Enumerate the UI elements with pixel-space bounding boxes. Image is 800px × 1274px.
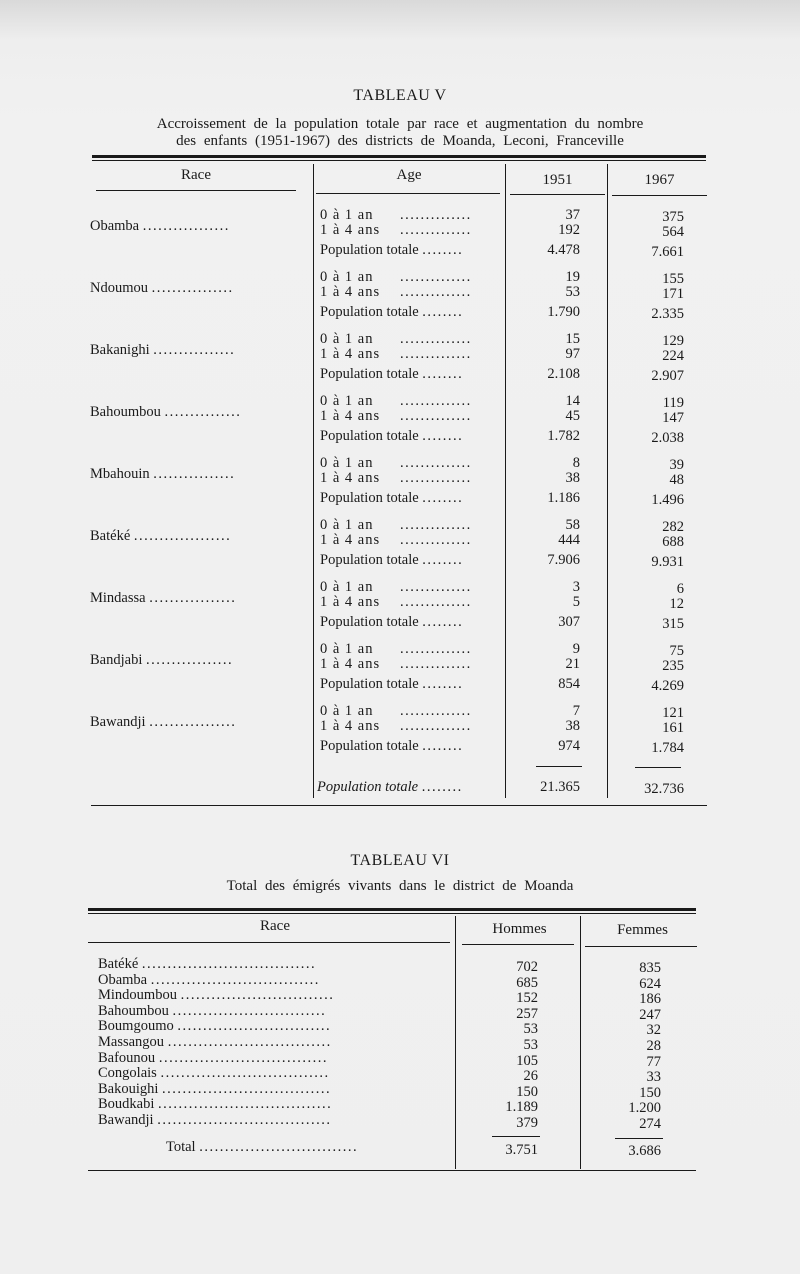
value-1951: 21 (565, 656, 580, 672)
value-hommes: 257 (516, 1005, 538, 1022)
value-1967: 161 (662, 720, 684, 736)
value-femmes: 150 (639, 1084, 661, 1101)
value-hommes: 53 (523, 1037, 538, 1053)
value-1967: 2.335 (651, 306, 684, 322)
value-1967: 1.496 (651, 492, 684, 508)
value-1951: 14 (565, 393, 580, 409)
value-1967: 375 (662, 209, 684, 225)
total-row: Population totale ........ (320, 366, 464, 382)
race-group: Ndoumou ................ (90, 280, 234, 296)
emigre-row: Obamba ................................. (98, 971, 320, 988)
tableau-v-caption-line2: des enfants (1951-1967) des districts de Moanda, Leconi, Franceville (176, 133, 624, 149)
value-1951: 5 (572, 594, 580, 610)
grand-total-1967: 32.736 (644, 781, 684, 797)
tableau-v-title: TABLEAU V (353, 87, 447, 104)
value-femmes: 274 (639, 1116, 661, 1132)
race-group: Bakanighi ................ (90, 342, 236, 358)
value-1967: 224 (662, 348, 684, 364)
tableau-v-header-underline (612, 195, 707, 196)
tableau-v-top-rule (92, 155, 706, 158)
tableau-vi-header-race: Race (260, 918, 290, 934)
tableau-v-top-rule-thin (92, 160, 706, 161)
total-row: Population totale ........ (320, 552, 464, 568)
value-1967: 39 (669, 457, 684, 473)
age-row: 1 à 4 ans .............. (320, 718, 472, 734)
age-row: 1 à 4 ans .............. (320, 284, 472, 300)
emigre-row: Bakouighi ................................. (98, 1080, 332, 1097)
total-row: Population totale ........ (320, 614, 464, 630)
race-group: Bawandji ................. (90, 714, 237, 730)
tableau-vi-top-rule (88, 908, 696, 911)
race-group: Obamba ................. (90, 218, 230, 234)
value-hommes: 105 (516, 1052, 538, 1069)
sum-rule-femmes (615, 1138, 663, 1139)
value-hommes: 26 (523, 1068, 538, 1085)
value-femmes: 835 (639, 960, 661, 976)
value-femmes: 32 (646, 1022, 661, 1039)
value-1967: 129 (662, 333, 684, 349)
race-group: Mindassa ................. (90, 590, 237, 606)
age-row: 0 à 1 an .............. (320, 703, 472, 719)
tableau-v-bottom-rule (91, 805, 707, 806)
value-1967: 9.931 (651, 554, 684, 570)
tableau-v-header-underline (510, 194, 605, 195)
emigre-row: Massangou ................................ (98, 1034, 332, 1050)
value-1967: 119 (662, 395, 684, 411)
emigre-row: Mindoumbou .............................. (98, 987, 335, 1004)
value-1967: 171 (662, 286, 684, 302)
value-1951: 15 (565, 331, 580, 347)
value-1951: 38 (565, 470, 580, 486)
value-femmes: 33 (646, 1069, 661, 1086)
tableau-v-header-underline (316, 193, 500, 194)
value-1967: 688 (662, 534, 684, 550)
value-1951: 37 (565, 207, 580, 223)
race-group: Bandjabi ................. (90, 652, 234, 668)
value-1967: 6 (676, 581, 684, 597)
value-1951: 4.478 (547, 242, 580, 258)
value-1967: 2.038 (651, 430, 684, 446)
value-1967: 235 (662, 658, 684, 674)
age-row: 0 à 1 an .............. (320, 331, 472, 347)
age-row: 1 à 4 ans .............. (320, 408, 472, 424)
total-row: Population totale ........ (320, 738, 464, 754)
age-row: 1 à 4 ans .............. (320, 470, 472, 486)
emigre-row: Bahoumbou .............................. (98, 1002, 327, 1019)
value-1967: 2.907 (651, 368, 684, 384)
emigre-row: Bawandji .................................. (98, 1112, 332, 1128)
emigre-row: Bafounou ................................. (98, 1049, 328, 1066)
value-1951: 58 (565, 517, 580, 533)
emigre-row: Batéké .................................. (98, 956, 317, 972)
tableau-v-header-race: Race (181, 167, 211, 183)
value-hommes: 379 (516, 1115, 538, 1131)
tableau-v-header-1967: 1967 (644, 172, 675, 188)
age-row: 0 à 1 an .............. (320, 579, 472, 595)
value-1951: 1.782 (547, 428, 580, 444)
value-hommes: 53 (523, 1021, 538, 1038)
age-row: 0 à 1 an .............. (320, 207, 472, 223)
value-1951: 444 (558, 532, 580, 548)
value-1951: 192 (558, 222, 580, 238)
tableau-vi-col-divider-1 (455, 916, 456, 1169)
tableau-vi-header-underline (88, 942, 450, 943)
value-1951: 1.790 (547, 304, 580, 320)
age-row: 1 à 4 ans .............. (320, 222, 472, 238)
value-1967: 1.784 (651, 740, 684, 756)
total-row: Population totale ........ (320, 676, 464, 692)
grand-total-row: Population totale ........ (317, 779, 463, 795)
value-1967: 282 (662, 519, 684, 535)
value-1951: 307 (558, 614, 580, 630)
total-row: Total ............................... (166, 1139, 359, 1155)
tableau-v-col-divider-2 (505, 164, 506, 798)
age-row: 1 à 4 ans .............. (320, 346, 472, 362)
tableau-vi-header-femmes: Femmes (617, 922, 668, 938)
value-1951: 53 (565, 284, 580, 300)
value-femmes: 247 (639, 1006, 661, 1023)
total-femmes: 3.686 (628, 1143, 661, 1159)
value-1951: 1.186 (547, 490, 580, 506)
total-row: Population totale ........ (320, 242, 464, 258)
race-group: Batéké ................... (90, 528, 232, 544)
value-femmes: 186 (639, 991, 661, 1008)
value-hommes: 702 (516, 959, 538, 975)
value-1951: 8 (572, 455, 580, 471)
emigre-row: Congolais ................................. (98, 1065, 330, 1082)
total-row: Population totale ........ (320, 490, 464, 506)
value-hommes: 1.189 (505, 1099, 538, 1116)
value-1967: 7.661 (651, 244, 684, 260)
value-1951: 7.906 (547, 552, 580, 568)
value-1951: 7 (572, 703, 580, 719)
tableau-vi-title: TABLEAU VI (350, 852, 450, 869)
value-hommes: 685 (516, 974, 538, 991)
tableau-vi-header-underline (585, 946, 697, 947)
value-1967: 155 (662, 271, 684, 287)
age-row: 0 à 1 an .............. (320, 641, 472, 657)
value-1951: 19 (565, 269, 580, 285)
tableau-v-col-divider-3 (607, 164, 608, 798)
age-row: 1 à 4 ans .............. (320, 656, 472, 672)
value-1967: 4.269 (651, 678, 684, 694)
value-1951: 2.108 (547, 366, 580, 382)
age-row: 1 à 4 ans .............. (320, 594, 472, 610)
sum-rule-hommes (492, 1136, 540, 1137)
value-1967: 121 (662, 705, 684, 721)
total-row: Population totale ........ (320, 428, 464, 444)
value-1951: 38 (565, 718, 580, 734)
value-femmes: 1.200 (628, 1100, 661, 1117)
emigre-row: Boudkabi .................................. (98, 1096, 333, 1113)
tableau-v-col-divider-1 (313, 164, 314, 798)
value-1967: 75 (669, 643, 684, 659)
age-row: 1 à 4 ans .............. (320, 532, 472, 548)
race-group: Mbahouin ................ (90, 466, 236, 482)
value-hommes: 150 (516, 1083, 538, 1100)
value-1967: 48 (669, 472, 684, 488)
total-hommes: 3.751 (505, 1142, 538, 1158)
tableau-vi-caption: Total des émigrés vivants dans le district de Moanda (226, 878, 574, 894)
value-1951: 9 (572, 641, 580, 657)
value-1967: 12 (669, 596, 684, 612)
value-femmes: 28 (646, 1038, 661, 1054)
value-femmes: 77 (646, 1053, 661, 1070)
sum-rule-1967 (635, 767, 681, 768)
tableau-v-header-1951: 1951 (542, 172, 573, 188)
value-1967: 564 (662, 224, 684, 240)
value-1967: 147 (662, 410, 684, 426)
grand-total-1951: 21.365 (540, 779, 580, 795)
sum-rule-1951 (536, 766, 582, 767)
tableau-vi-header-hommes: Hommes (492, 921, 547, 937)
value-1951: 974 (558, 738, 580, 754)
emigre-row: Boumgoumo .............................. (98, 1018, 332, 1035)
value-1951: 97 (565, 346, 580, 362)
tableau-vi-bottom-rule (88, 1170, 696, 1171)
tableau-vi-col-divider-2 (580, 916, 581, 1169)
age-row: 0 à 1 an .............. (320, 455, 472, 471)
age-row: 0 à 1 an .............. (320, 393, 472, 409)
value-1951: 45 (565, 408, 580, 424)
value-1951: 3 (572, 579, 580, 595)
tableau-vi-header-underline (462, 944, 574, 945)
tableau-v-header-underline (96, 190, 296, 191)
value-hommes: 152 (516, 990, 538, 1007)
age-row: 0 à 1 an .............. (320, 269, 472, 285)
tableau-v-header-age: Age (396, 167, 422, 183)
value-1967: 315 (662, 616, 684, 632)
total-row: Population totale ........ (320, 304, 464, 320)
value-femmes: 624 (639, 975, 661, 992)
race-group: Bahoumbou ............... (90, 404, 242, 420)
tableau-v-caption-line1: Accroissement de la population totale par race et augmentation du nombre (156, 116, 644, 132)
age-row: 0 à 1 an .............. (320, 517, 472, 533)
tableau-vi-top-rule-thin (88, 913, 696, 914)
value-1951: 854 (558, 676, 580, 692)
